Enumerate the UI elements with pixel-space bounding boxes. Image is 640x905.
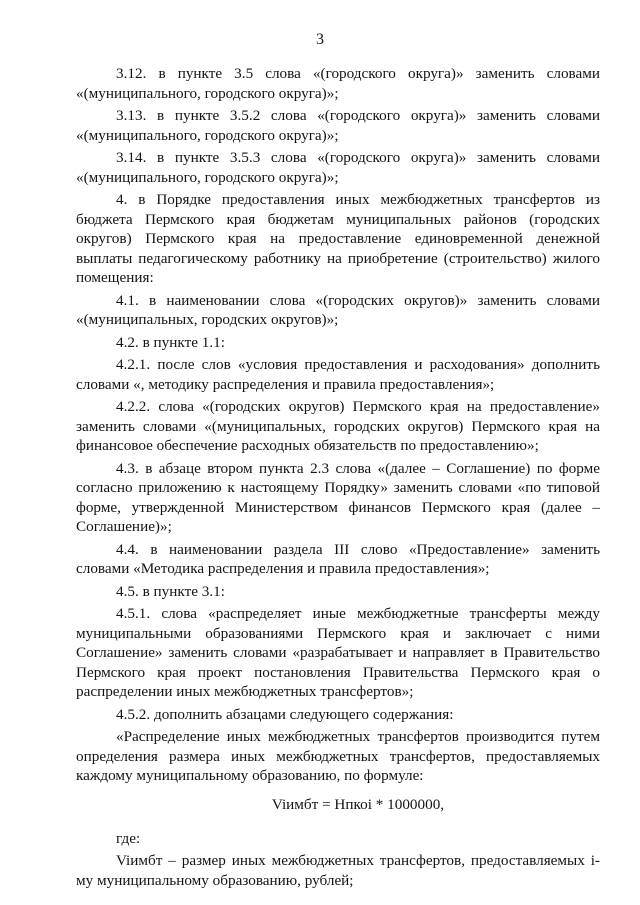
paragraph-3-12: 3.12. в пункте 3.5 слова «(городского округа)» заменить словами «(муниципального, городского округа)»;	[76, 65, 600, 102]
paragraph-4-2-1: 4.2.1. после слов «условия предоставления и расходования» дополнить словами «, методику распределения и правила предоставления»;	[76, 356, 600, 393]
paragraph-4-5-1: 4.5.1. слова «распределяет иные межбюджетные трансферты между муниципальными образованиями Пермского края и заключает с ними Соглашение» заменить словами «разрабатывает и направляет в Правительство Пермского края проект постановления Правительства Пермского края о распределении иных межбюджетных трансфертов»;	[76, 605, 600, 700]
paragraph-3-13: 3.13. в пункте 3.5.2 слова «(городского округа)» заменить словами «(муниципального, городского округа)»;	[76, 107, 600, 144]
paragraph-where: где:	[116, 829, 141, 847]
paragraph-4-2: 4.2. в пункте 1.1:	[116, 333, 225, 351]
paragraph-4-2-2: 4.2.2. слова «(городских округов) Пермского края на предоставление» заменить словами «(муниципальных, городских округов) Пермского края на финансовое обеспечение расходных обязательств по предоставлению»;	[76, 398, 600, 454]
formula: Viимбт = Нпкоi * 1000000,	[271, 795, 445, 813]
paragraph-3-14: 3.14. в пункте 3.5.3 слова «(городского округа)» заменить словами «(муниципального, городского округа)»;	[76, 149, 600, 186]
paragraph-4-3: 4.3. в абзаце втором пункта 2.3 слова «(далее – Соглашение) по форме согласно приложению к настоящему Порядку» заменить словами «по типовой форме, утвержденной Министерством финансов Пермского края (далее – Соглашение)»;	[76, 459, 600, 535]
paragraph-4-5: 4.5. в пункте 3.1:	[116, 582, 225, 600]
paragraph-definition: Viимбт – размер иных межбюджетных трансфертов, предоставляемых i-му муниципальному образованию, рублей;	[76, 852, 600, 889]
paragraph-distribution-intro: «Распределение иных межбюджетных трансфертов производится путем определения размера иных межбюджетных трансфертов, предоставляемых каждому муниципальному образованию, по формуле:	[76, 728, 600, 784]
paragraph-4: 4. в Порядке предоставления иных межбюджетных трансфертов из бюджета Пермского края бюджетам муниципальных районов (городских округов) Пермского края на предоставление единовременной денежной выплаты педагогическому работнику на приобретение (строительство) жилого помещения:	[76, 191, 600, 286]
paragraph-4-1: 4.1. в наименовании слова «(городских округов)» заменить словами «(муниципальных, городских округов)»;	[76, 291, 600, 328]
document-body	[76, 64, 600, 893]
paragraph-4-5-2: 4.5.2. дополнить абзацами следующего содержания:	[116, 705, 454, 723]
paragraph-4-4: 4.4. в наименовании раздела III слово «Предоставление» заменить словами «Методика распределения и правила предоставления»;	[76, 540, 600, 577]
page-number: 3	[316, 31, 324, 48]
